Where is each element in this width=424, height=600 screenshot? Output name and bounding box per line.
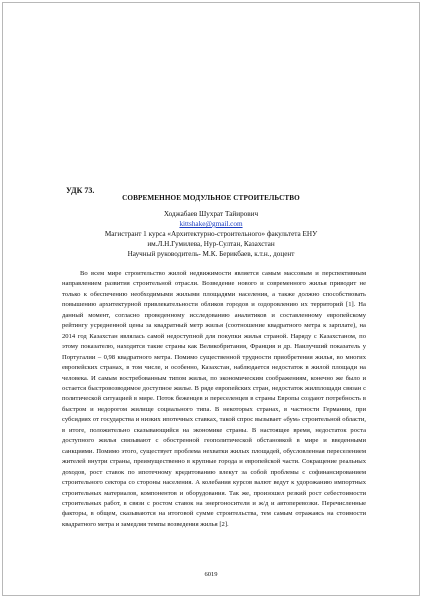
document-page [13, 3, 409, 595]
author-name: Ходжабаев Шухрат Тайирович [163, 210, 259, 218]
body-paragraph: Во всем мире строительство жилой недвижимости является самым массовым и перспективным направлением развития строительной отрасли. Возведение нового и современного жилья приводит не только к обеспечению необходимыми жилыми площадями населения, а также должно способствовать повышению архитектурной привлекательности обликов городов и оздоровлению их территорий [1]. На данный момент, согласно проведенному исследованию аналитиков и составленному европейскому рейтингу усредненной цены за квадратный метр жилья (соотношение квадратного метра к зарплате), на 2014 год Казахстан являлась самой недоступной для покупки жилья страной. Наряду с Казахстаном, по этому показателю, находятся такие страны как Великобритания, Франция и др. Наилучший показатель у Португалии – 0,98 квадратного метра. Помимо существенной трудности приобретения жилья, во многих европейских странах, в том числе, и особенно, Казахстан, наблюдается недостаток в жилой площади на человека. И самым востребованным типом жилья, по экономическим соображениям, конечно же было и остается быстровозводимое доступное жилье. В ряде европейских стран, недостаток жилплощади связан с политической ситуацией в мире. Поток беженцев и переселенцев в страны Европы создают потребность в быстром и недорогом жилище социального типа. В некоторых странах, в частности Германии, при субсидиях от государства и низких ипотечных ставках, такой спрос вызывает «бум» строительной области, в итоге, положительно сказывающийся на экономике страны. В настоящее время, недостаток роста доступного жилья связывают с обостренной геополитической обстановкой в мире и введенными санкциями. Помимо этого, существует проблема нехватки жилых площадей, обусловленная переселением жителей внутри страны, преимущественно в крупные города и европейской части. Сокращение реальных доходов, рост ставок по ипотечному кредитованию влекут за собой проблемы с софинансированием строительного сектора со стороны населения. А колебания курсов валют ведут к удорожанию импортных строительных материалов, компонентов и оборудования. Так же, произошел резкий рост себестоимости строительных работ, в связи с ростом ставок на энергоносители и ж/д и автоперевозки. Перечисленные факторы, в общем, сказываются на итоговой сумме строительства, тем самым отражаясь на стоимости квадратного метра и замедляя темпы возведения жилья [2]. [62, 270, 366, 528]
document-viewer [2, 2, 420, 596]
author-block [13, 209, 409, 259]
page-number: 6019 [204, 571, 218, 578]
affiliation-line-1: Магистрант 1 курса «Архитектурно-строительного» факультета ЕНУ [104, 230, 318, 238]
affiliation-line-2: им.Л.Н.Гумилева, Нур-Султан, Казахстан [147, 240, 275, 248]
udk-code: УДК 73. [66, 186, 95, 195]
article-title: СОВРЕМЕННОЕ МОДУЛЬНОЕ СТРОИТЕЛЬСТВО [122, 194, 300, 202]
supervisor-line: Научный руководитель- М.К. Берикбаев, к.т.н., доцент [127, 250, 295, 258]
author-email[interactable]: kittshake@gmail.com [179, 220, 243, 228]
